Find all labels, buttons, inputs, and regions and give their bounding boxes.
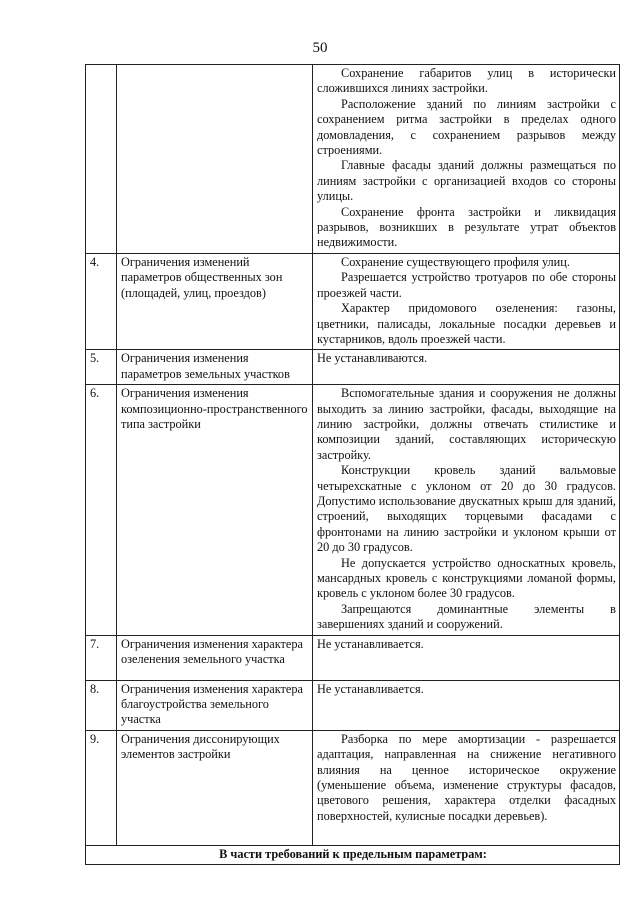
requirement-paragraph: Сохранение фронта застройки и ликвидация разрывов, возникших в результате утрат объектов недвижимости. bbox=[317, 204, 616, 250]
restriction-name: Ограничения изменения композиционно-пространственного типа застройки bbox=[117, 385, 313, 636]
row-number: 6. bbox=[86, 385, 117, 636]
table-row bbox=[86, 385, 620, 636]
restriction-name bbox=[117, 65, 313, 254]
requirement-paragraph: Сохранение габаритов улиц в исторически сложившихся линиях застройки. bbox=[317, 66, 616, 96]
requirements-cell bbox=[313, 385, 620, 636]
requirement-paragraph: Не допускается устройство односкатных кровель, мансардных кровель с конструкциями ломаной формы, кровель с уклоном более 30 градусов. bbox=[317, 555, 616, 601]
section-heading: В части требований к предельным параметрам: bbox=[86, 845, 620, 864]
requirement-paragraph: Разборка по мере амортизации - разрешается адаптация, направленная на снижение негативного влияния на ценное историческое окружение (уменьшение объема, изменение структуры фасадов, цветового решения, характера отделки фасадных поверхностей, кулисные посадки деревьев). bbox=[317, 731, 616, 823]
requirements-cell bbox=[313, 730, 620, 845]
requirement-paragraph: Не устанавливается. bbox=[317, 681, 424, 696]
table-row bbox=[86, 680, 620, 730]
requirement-paragraph: Запрещаются доминантные элементы в завершениях зданий и сооружений. bbox=[317, 601, 616, 632]
requirements-cell bbox=[313, 253, 620, 349]
table-row bbox=[86, 635, 620, 680]
requirement-paragraph: Главные фасады зданий должны размещаться по линиям застройки с организацией входов со стороны улицы. bbox=[317, 158, 616, 204]
table-row bbox=[86, 350, 620, 385]
requirement-paragraph: Конструкции кровель зданий вальмовые четырехскатные с уклоном от 20 до 30 градусов. Допустимо использование двускатных крыш для зданий, строений, выходящих торцевыми фасадами с фронтонами на линию застройки и уклоном крыши от 20 до 30 градусов. bbox=[317, 463, 616, 555]
regulations-table bbox=[85, 64, 620, 865]
row-number bbox=[86, 65, 117, 254]
row-number: 8. bbox=[86, 680, 117, 730]
requirement-paragraph: Вспомогательные здания и сооружения не должны выходить за линию застройки, фасады, выходящие на линию застройки, должны отвечать стилистике и композиции зданий, составляющих историческую застройку. bbox=[317, 386, 616, 462]
row-number: 7. bbox=[86, 635, 117, 680]
table-row bbox=[86, 730, 620, 845]
table-row bbox=[86, 65, 620, 254]
table-row bbox=[86, 253, 620, 349]
requirement-paragraph: Характер придомового озеленения: газоны, цветники, палисады, локальные посадки деревьев и кустарников, вдоль проезжей части. bbox=[317, 301, 616, 346]
page-number: 50 bbox=[312, 40, 328, 56]
requirement-paragraph: Расположение зданий по линиям застройки с сохранением ритма застройки в пределах одного домовладения, с сохранением разрывов между строениями. bbox=[317, 96, 616, 158]
restriction-name: Ограничения изменения параметров земельных участков bbox=[117, 350, 313, 385]
section-heading-row bbox=[86, 845, 620, 864]
requirement-paragraph: Не устанавливаются. bbox=[317, 351, 428, 366]
row-number: 5. bbox=[86, 350, 117, 385]
requirements-cell bbox=[313, 65, 620, 254]
requirement-paragraph: Сохранение существующего профиля улиц. bbox=[341, 254, 570, 269]
row-number: 9. bbox=[86, 730, 117, 845]
requirement-paragraph: Не устанавливается. bbox=[317, 636, 424, 651]
restriction-name: Ограничения изменения характера благоустройства земельного участка bbox=[117, 680, 313, 730]
row-number: 4. bbox=[86, 253, 117, 349]
restriction-name: Ограничения изменения характера озеленения земельного участка bbox=[117, 635, 313, 680]
restriction-name: Ограничения диссонирующих элементов застройки bbox=[117, 730, 313, 845]
requirements-cell bbox=[313, 350, 620, 385]
requirements-cell bbox=[313, 680, 620, 730]
requirements-cell bbox=[313, 635, 620, 680]
requirement-paragraph: Разрешается устройство тротуаров по обе стороны проезжей части. bbox=[317, 270, 616, 300]
restriction-name: Ограничения изменений параметров общественных зон (площадей, улиц, проездов) bbox=[117, 253, 313, 349]
